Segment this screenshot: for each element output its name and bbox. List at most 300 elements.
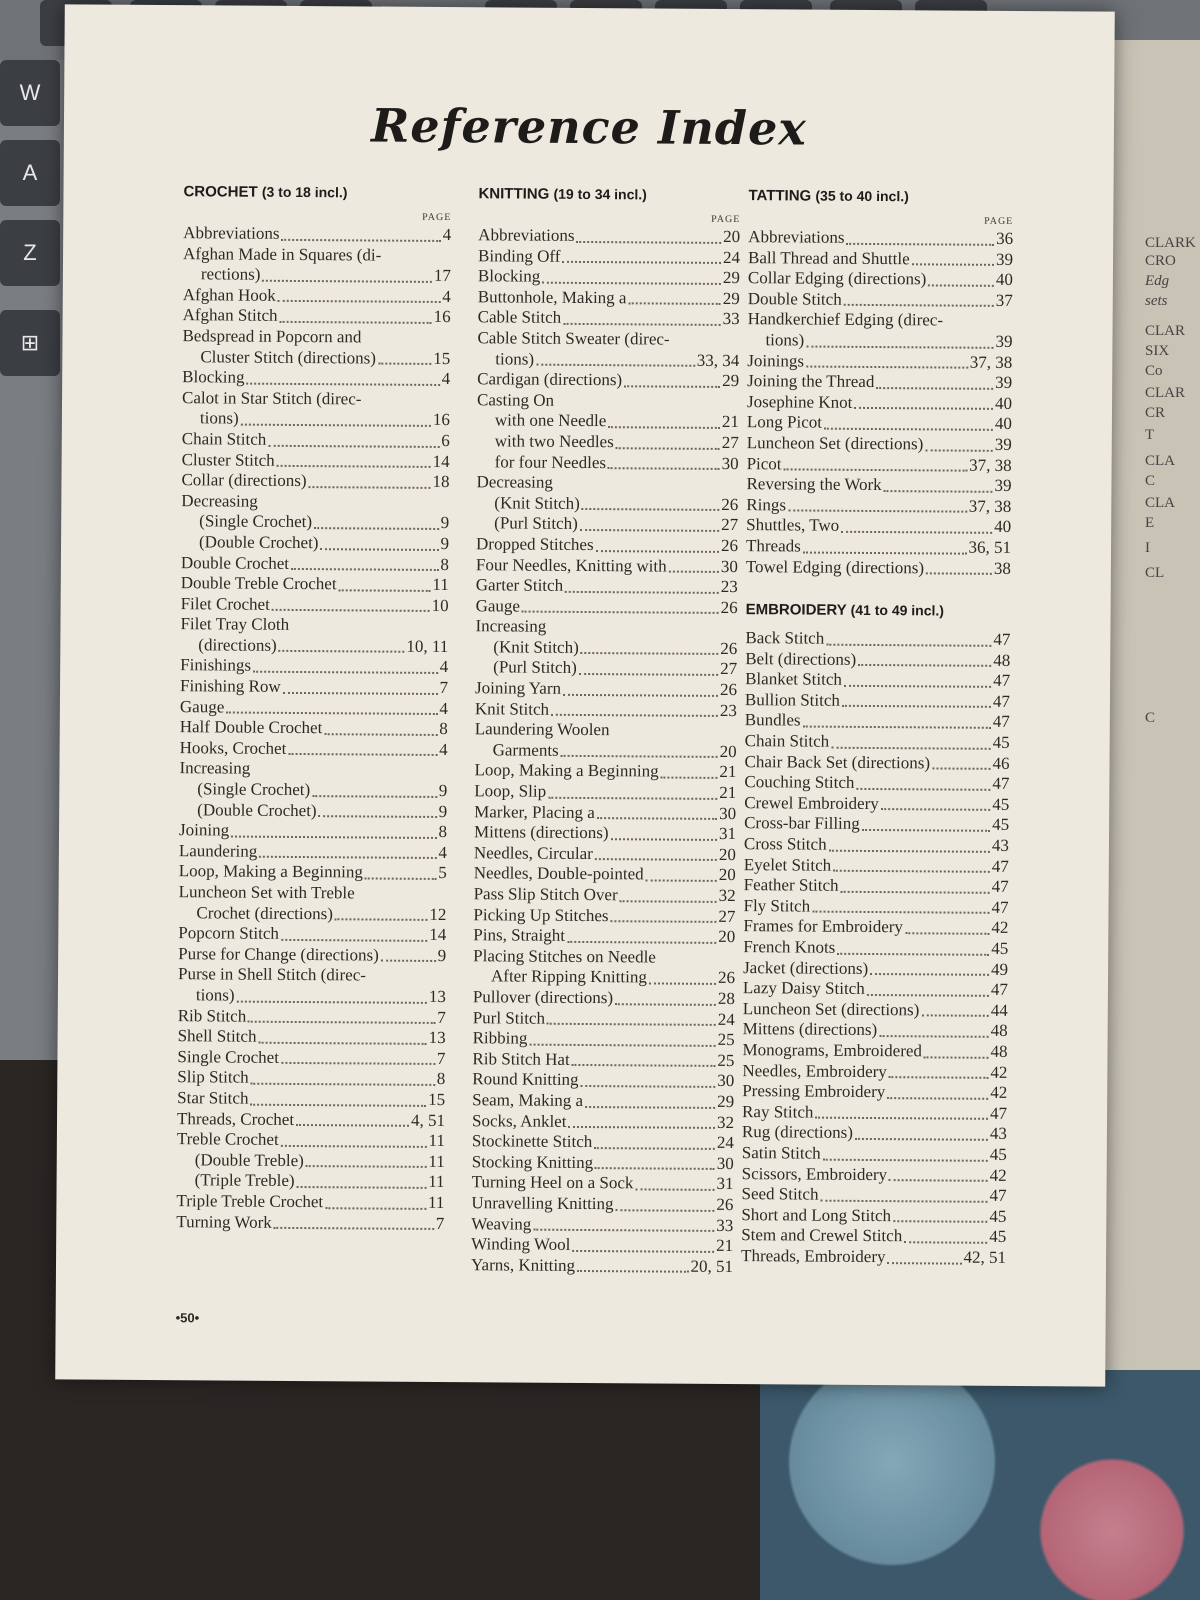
index-entry <box>476 472 738 494</box>
index-entry <box>472 1131 734 1153</box>
leader-dots <box>870 973 989 976</box>
leader-dots <box>248 1021 435 1024</box>
entry-page: 45 <box>989 1227 1007 1247</box>
entry-page: 47 <box>990 1103 1008 1123</box>
index-entry <box>743 896 1008 918</box>
index-entry <box>177 1109 445 1131</box>
index-entry <box>179 820 447 842</box>
crochet-column <box>176 183 451 1234</box>
leader-dots <box>563 694 718 697</box>
entry-label: Satin Stitch <box>741 1143 821 1163</box>
entry-label: Feather Stitch <box>743 875 839 895</box>
index-entry <box>179 779 447 801</box>
entry-label: Loop, Slip <box>474 781 547 801</box>
index-entry <box>472 1111 734 1133</box>
index-entry <box>745 649 1010 671</box>
leader-dots <box>924 1056 989 1058</box>
entry-label: Bundles <box>744 710 801 730</box>
entry-label: Reversing the Work <box>746 474 882 495</box>
index-entry <box>177 1129 445 1151</box>
entry-label: Shuttles, Two <box>746 515 840 536</box>
index-entry <box>475 719 737 741</box>
next-page-fragment: CR <box>1145 405 1166 421</box>
entry-label: Casting On <box>476 389 555 410</box>
leader-dots <box>226 712 437 715</box>
index-entry <box>476 555 738 577</box>
entry-page: 43 <box>991 835 1010 855</box>
entry-label: Winding Wool <box>471 1234 571 1255</box>
entry-label: with one Needle <box>494 410 607 431</box>
index-entry <box>476 596 738 618</box>
leader-dots <box>611 838 717 841</box>
leader-dots <box>893 1220 987 1223</box>
entry-label: Luncheon Set with Treble <box>178 882 355 903</box>
entry-label: Crewel Embroidery <box>744 792 879 813</box>
leader-dots <box>381 960 436 962</box>
leader-dots <box>556 407 737 408</box>
entry-page: 20 <box>718 865 736 885</box>
entry-page: 47 <box>990 980 1009 1000</box>
entry-label: Stockinette Stitch <box>471 1131 593 1152</box>
index-entry <box>746 474 1011 496</box>
entry-page: 11 <box>432 575 449 595</box>
entry-page: 24 <box>716 1133 734 1153</box>
index-entry <box>474 864 736 886</box>
leader-dots <box>608 426 720 429</box>
entry-label: French Knots <box>743 937 836 957</box>
entry-page: 45 <box>989 1206 1007 1226</box>
next-page-fragment: C <box>1145 710 1156 726</box>
section-title: CROCHET <box>183 183 258 201</box>
next-page-fragment: CLAR <box>1145 385 1186 401</box>
entry-page: 9 <box>440 533 450 553</box>
leader-dots <box>610 920 716 923</box>
entry-page: 25 <box>717 1050 735 1070</box>
entry-page: 26 <box>720 535 739 555</box>
leader-dots <box>889 1179 988 1182</box>
index-entry <box>743 917 1008 939</box>
entry-page: 45 <box>992 732 1010 753</box>
entry-page: 42 <box>991 918 1009 938</box>
leader-dots <box>862 829 990 832</box>
leader-dots <box>551 714 718 717</box>
index-entry <box>178 965 446 987</box>
section-range: (19 to 34 incl.) <box>553 185 647 203</box>
leader-dots <box>368 982 444 983</box>
entry-page: 26 <box>719 680 738 700</box>
index-entry <box>477 349 739 371</box>
leader-dots <box>803 726 991 729</box>
entry-label: Scissors, Embroidery <box>741 1163 888 1184</box>
index-entry <box>474 884 736 906</box>
entry-page: 7 <box>436 1048 446 1068</box>
index-entry <box>744 855 1009 877</box>
index-entry <box>743 999 1008 1021</box>
entry-label: Stem and Crewel Stitch <box>741 1225 903 1246</box>
leader-dots <box>844 304 994 307</box>
index-entry <box>176 1212 444 1234</box>
entry-page: 47 <box>992 691 1011 711</box>
entry-page: 40 <box>995 270 1013 290</box>
leader-dots <box>646 879 717 881</box>
entry-page: 37, 38 <box>969 352 1013 372</box>
entry-label: Joining <box>178 820 230 840</box>
index-entry <box>743 958 1008 980</box>
entry-label: Chain Stitch <box>744 731 830 751</box>
entry-page: 33 <box>722 309 740 329</box>
entry-page: 4 <box>441 369 451 389</box>
leader-dots <box>788 510 967 513</box>
leader-dots <box>258 1041 426 1044</box>
index-entry <box>177 1047 445 1069</box>
leader-dots <box>876 387 993 390</box>
leader-dots <box>595 858 717 861</box>
index-entry <box>474 802 736 824</box>
entry-label: Stocking Knitting <box>471 1151 594 1172</box>
leader-dots <box>268 444 439 447</box>
leader-dots <box>357 900 445 901</box>
leader-dots <box>297 1186 427 1189</box>
entry-label: Purse in Shell Stitch (direc- <box>177 964 367 985</box>
leader-dots <box>579 673 718 676</box>
page-number: •50• <box>175 1310 200 1326</box>
index-entry <box>477 390 739 412</box>
entry-page: 26 <box>717 968 736 988</box>
entry-page: 47 <box>991 897 1009 917</box>
leader-dots <box>841 531 992 534</box>
entry-label: Seam, Making a <box>472 1090 584 1110</box>
index-entry <box>183 264 451 286</box>
index-entry <box>183 244 451 266</box>
entry-label: Chain Stitch <box>181 429 267 449</box>
entry-label: Abbreviations <box>183 223 280 243</box>
leader-dots <box>274 1227 434 1230</box>
index-entry <box>746 515 1011 537</box>
entry-page: 24 <box>717 1009 735 1029</box>
entry-label: Round Knitting <box>472 1069 579 1090</box>
leader-dots <box>363 344 448 345</box>
entry-label: Needles, Double-pointed <box>473 863 644 884</box>
entry-label: Double Treble Crochet <box>180 573 337 594</box>
index-entry <box>181 532 449 554</box>
index-entry <box>748 227 1013 249</box>
leader-dots <box>577 1270 688 1273</box>
leader-dots <box>576 241 721 244</box>
entry-label: Chair Back Set (directions) <box>744 751 931 773</box>
entry-label: Cable Stitch <box>477 307 562 328</box>
entry-page: 4 <box>442 224 452 245</box>
index-entry <box>741 1225 1006 1247</box>
entry-label: Popcorn Stitch <box>178 923 279 944</box>
index-entry <box>741 1184 1006 1206</box>
leader-dots <box>565 591 719 594</box>
leader-dots <box>547 1023 716 1026</box>
index-entry <box>742 1143 1007 1165</box>
index-entry <box>472 1152 734 1174</box>
index-entry <box>177 1170 445 1192</box>
index-entry <box>180 656 448 678</box>
entry-label: Rib Stitch <box>177 1005 247 1026</box>
entry-page: 30 <box>717 1071 735 1091</box>
index-entry <box>182 429 450 451</box>
entry-label: Rings <box>746 494 787 515</box>
entry-label: Mittens (directions) <box>742 1019 878 1040</box>
leader-dots <box>283 692 438 695</box>
entry-page: 36, 51 <box>968 537 1012 557</box>
next-page-fragment: CLA <box>1145 495 1175 511</box>
index-entry <box>178 944 446 966</box>
index-entry <box>471 1234 733 1256</box>
leader-dots <box>281 1145 427 1148</box>
leader-dots <box>887 1262 961 1265</box>
entry-label: Filet Tray Cloth <box>180 614 290 635</box>
entry-label: tions) <box>195 985 235 1005</box>
index-entry <box>182 409 450 431</box>
page-column-label: PAGE <box>984 215 1014 227</box>
index-entry <box>478 308 740 330</box>
leader-dots <box>597 817 717 820</box>
entry-page: 32 <box>718 885 736 906</box>
entry-label: Pass Slip Stitch Over <box>473 884 618 905</box>
entry-page: 15 <box>428 1089 446 1109</box>
entry-label: Triple Treble Crochet <box>176 1191 324 1212</box>
page-column-label: PAGE <box>711 213 741 226</box>
leader-dots <box>844 685 991 688</box>
entry-label: Socks, Anklet <box>471 1110 567 1131</box>
entry-label: Gauge <box>475 595 521 616</box>
entry-page: 42 <box>990 1082 1008 1103</box>
entry-label: Bullion Stitch <box>744 689 840 710</box>
section-heading <box>748 187 1013 206</box>
entry-label: Afghan Stitch <box>182 305 278 326</box>
leader-dots <box>833 870 990 873</box>
entry-label: (Single Crochet) <box>197 779 311 800</box>
leader-dots <box>253 671 438 674</box>
leader-dots <box>812 911 989 914</box>
index-entry <box>747 392 1012 414</box>
entry-label: Abbreviations <box>748 227 845 247</box>
entry-page: 21 <box>719 782 737 803</box>
entry-label: Luncheon Set (directions) <box>746 433 924 454</box>
index-entry <box>182 347 450 369</box>
index-entry <box>180 676 448 698</box>
entry-page: 14 <box>429 925 447 945</box>
next-page-fragment: CL <box>1145 565 1165 581</box>
entry-page: 46 <box>992 753 1010 773</box>
entry-label: Threads, Embroidery <box>741 1246 886 1267</box>
index-entry <box>182 326 450 348</box>
book-page <box>55 4 1115 1386</box>
index-entry <box>472 1070 734 1092</box>
index-entry <box>181 470 449 492</box>
index-entry <box>476 514 738 536</box>
index-entry <box>475 617 737 639</box>
leader-dots <box>585 1106 715 1109</box>
leader-dots <box>291 632 446 633</box>
entry-page: 4 <box>439 739 448 759</box>
index-entry <box>747 412 1012 434</box>
leader-dots <box>616 447 720 450</box>
entry-label: Seed Stitch <box>741 1184 819 1204</box>
entry-label: tions) <box>765 330 805 350</box>
index-entry <box>477 431 739 453</box>
entry-label: Frames for Embroidery <box>743 916 904 937</box>
entry-page: 18 <box>432 472 450 492</box>
leader-dots <box>250 1103 426 1106</box>
entry-label: Long Picot <box>746 412 823 432</box>
entry-page: 11 <box>428 1172 445 1192</box>
entry-page: 15 <box>433 348 451 368</box>
leader-dots <box>262 280 432 283</box>
index-entry <box>747 433 1012 455</box>
index-entry <box>474 761 736 783</box>
index-entry <box>177 1088 445 1110</box>
index-entry <box>748 248 1013 270</box>
index-entry <box>477 452 739 474</box>
leader-dots <box>548 634 735 635</box>
entry-page: 29 <box>717 1091 735 1111</box>
entry-page: 4 <box>439 698 448 718</box>
index-entry <box>475 658 737 680</box>
entry-label: Blocking <box>477 266 541 286</box>
entry-page: 39 <box>994 434 1012 454</box>
index-entry <box>745 690 1010 712</box>
entry-page: 4, 51 <box>410 1110 446 1130</box>
page-title: Reference Index <box>370 98 807 156</box>
leader-dots <box>616 1209 715 1212</box>
leader-dots <box>567 941 716 944</box>
leader-dots <box>320 548 438 551</box>
leader-dots <box>829 849 990 852</box>
leader-dots <box>296 1124 409 1127</box>
index-entry <box>181 491 449 513</box>
entry-label: Pullover (directions) <box>472 987 614 1008</box>
entry-page: 29 <box>722 268 740 288</box>
entry-page: 31 <box>718 824 737 844</box>
index-entry <box>474 822 736 844</box>
entry-page: 37, 38 <box>969 455 1012 475</box>
entry-label: Ball Thread and Shuttle <box>747 247 910 268</box>
entry-label: Crochet (directions) <box>196 902 333 923</box>
entry-page: 27 <box>720 659 738 679</box>
entry-page: 47 <box>993 671 1011 691</box>
entry-label: Unravelling Knitting <box>471 1193 614 1214</box>
leader-dots <box>581 1085 716 1088</box>
index-entry <box>747 351 1012 373</box>
index-entry <box>471 1255 733 1277</box>
entry-label: Rug (directions) <box>741 1122 853 1143</box>
entry-label: with two Needles <box>494 431 614 452</box>
entry-label: Cable Stitch Sweater (direc- <box>477 328 670 349</box>
index-entry <box>180 635 448 657</box>
entry-label: Cross Stitch <box>743 834 827 854</box>
index-entry <box>742 1040 1007 1062</box>
entry-label: Half Double Crochet <box>179 717 323 738</box>
index-entry <box>177 1150 445 1172</box>
entry-page: 30 <box>719 803 737 823</box>
entry-page: 10 <box>431 595 449 615</box>
index-entry <box>747 454 1012 476</box>
entry-label: Threads, Crochet <box>176 1108 295 1129</box>
entry-page: 47 <box>989 1185 1007 1206</box>
entry-label: (Single Crochet) <box>199 511 313 532</box>
entry-page: 16 <box>432 410 450 430</box>
section-title: KNITTING <box>478 185 550 203</box>
leader-dots <box>277 465 431 468</box>
entry-label: (Double Crochet) <box>198 532 319 553</box>
index-entry <box>743 937 1008 959</box>
entry-label: Abbreviations <box>478 225 575 245</box>
leader-dots <box>803 551 967 554</box>
entry-label: Picking Up Stitches <box>473 904 609 925</box>
leader-dots <box>806 366 968 369</box>
leader-dots <box>237 1000 427 1003</box>
entry-page: 17 <box>433 266 451 286</box>
entry-label: Cardigan (directions) <box>477 369 623 390</box>
next-page-fragment: I <box>1145 540 1150 556</box>
leader-dots <box>231 835 436 838</box>
entry-page: 20 <box>719 741 737 761</box>
index-entry <box>745 731 1010 753</box>
index-entry <box>744 752 1009 774</box>
leader-dots <box>288 753 437 756</box>
index-entry <box>177 1068 445 1090</box>
index-entry <box>742 1061 1007 1083</box>
entry-page: 37 <box>995 290 1013 310</box>
index-entry <box>181 553 449 575</box>
entry-page: 6 <box>441 430 450 450</box>
leader-dots <box>921 1015 988 1017</box>
index-entry <box>473 967 735 989</box>
key: W <box>0 60 60 126</box>
index-entry <box>476 493 738 515</box>
next-page-fragment: Co <box>1145 363 1163 379</box>
index-entry <box>476 575 738 597</box>
leader-dots <box>291 568 438 571</box>
leader-dots <box>824 428 993 431</box>
entry-page: 33 <box>716 1215 734 1235</box>
leader-dots <box>925 449 992 451</box>
index-entry <box>747 371 1012 393</box>
leader-dots <box>312 795 437 798</box>
leader-dots <box>324 733 437 736</box>
index-entry <box>181 594 449 616</box>
entry-label: for four Needles <box>494 451 607 472</box>
index-list <box>176 223 451 1234</box>
leader-dots <box>912 263 994 266</box>
leader-dots <box>820 1199 987 1202</box>
index-entry <box>743 978 1008 1000</box>
entry-page: 48 <box>990 1021 1008 1041</box>
entry-label: Finishing Row <box>179 676 281 696</box>
entry-label: (Double Treble) <box>194 1150 304 1170</box>
entry-label: Dropped Stitches <box>475 534 594 554</box>
entry-page: 30 <box>716 1153 734 1173</box>
leader-dots <box>309 486 431 489</box>
entry-label: Gauge <box>179 696 225 717</box>
index-entry <box>471 1214 733 1236</box>
entry-label: Loop, Making a Beginning <box>178 861 363 882</box>
section-heading <box>478 185 740 204</box>
section-range: (3 to 18 incl.) <box>261 183 348 201</box>
entry-page: 8 <box>440 554 449 574</box>
index-entry <box>748 310 1013 332</box>
index-entry <box>478 266 740 288</box>
next-page-fragment: C <box>1145 473 1156 489</box>
index-entry <box>744 834 1009 856</box>
leader-dots <box>611 737 734 738</box>
index-entry <box>748 289 1013 311</box>
